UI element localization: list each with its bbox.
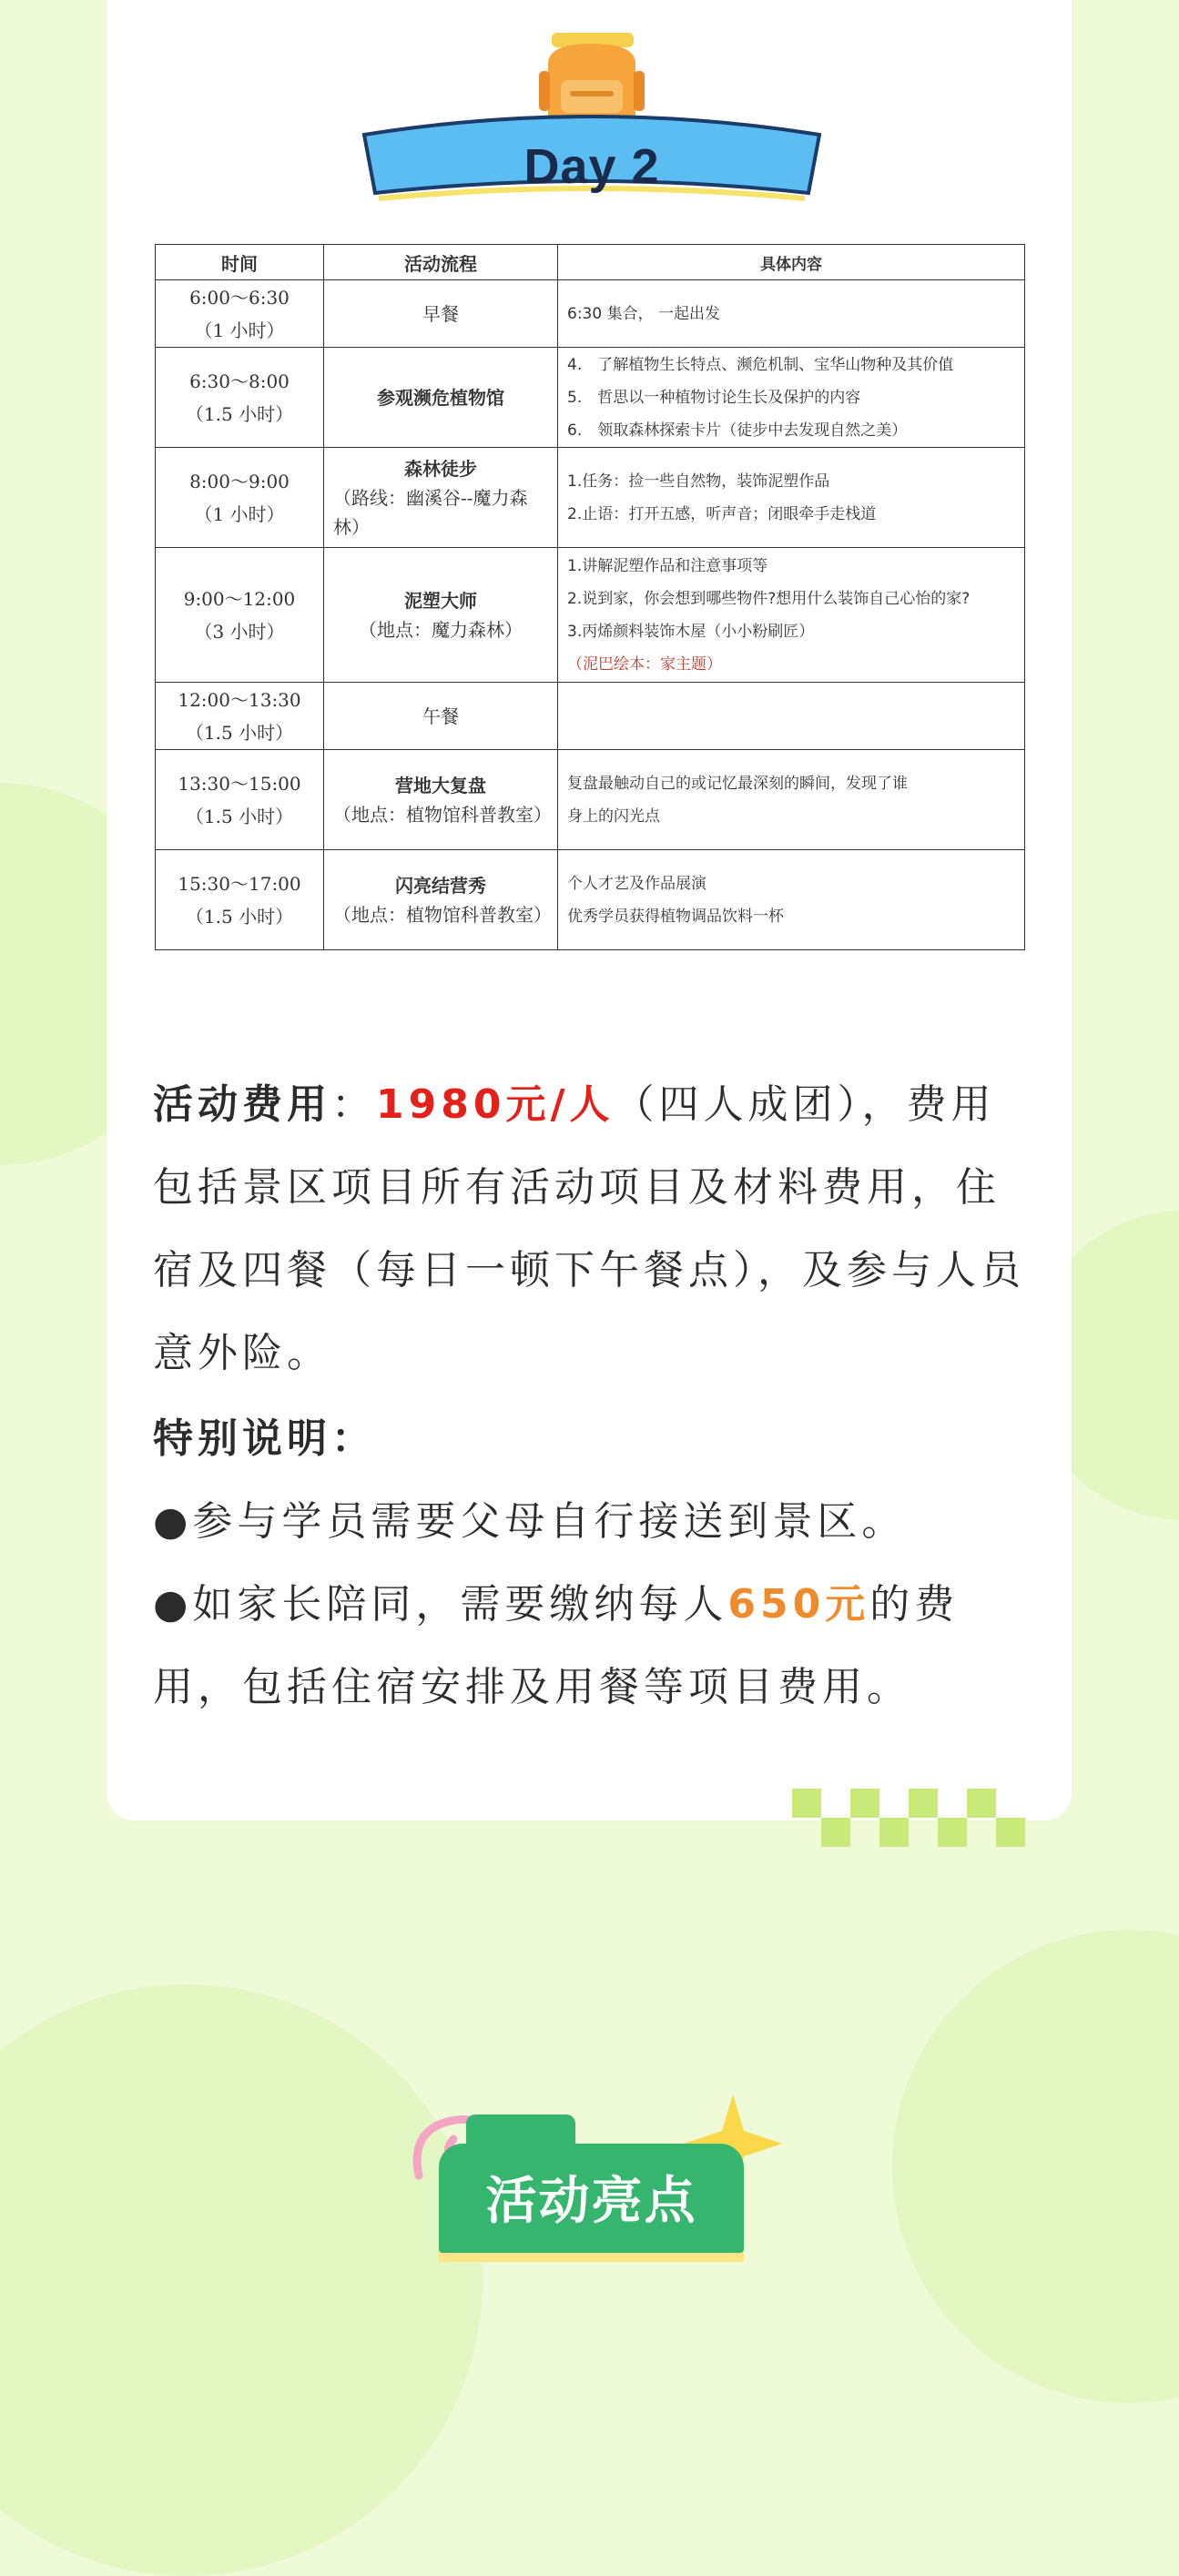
- activity-note: （地点：植物馆科普教室）: [333, 903, 552, 926]
- content-line: 4. 了解植物生长特点、濒危机制、宝华山物种及其价值: [567, 355, 954, 374]
- fee-price: 1980元/人: [376, 1081, 615, 1128]
- time-cell: [156, 683, 324, 750]
- day-label: Day 2: [523, 139, 660, 194]
- activity-title: 营地大复盘: [395, 774, 486, 796]
- duration: （1 小时）: [194, 502, 285, 525]
- fee-colon: ：: [331, 1081, 376, 1128]
- notes-section: [153, 1397, 1027, 1729]
- header-activity: 活动流程: [324, 245, 558, 280]
- time-cell: [156, 348, 324, 448]
- header-time: 时间: [156, 245, 324, 280]
- notes-bullet: ●参与学员需要父母自行接送到景区。: [153, 1498, 907, 1545]
- duration: （1.5 小时）: [185, 905, 294, 928]
- time-range: 6:30～8:00: [189, 370, 290, 392]
- activity-title: 早餐: [422, 302, 459, 325]
- content-line: 6. 领取森林探索卡片（徒步中去发现自然之美）: [567, 421, 908, 440]
- activity-title: 午餐: [422, 705, 459, 727]
- activity-note: （地点：植物馆科普教室）: [333, 803, 552, 826]
- time-cell: [156, 750, 324, 850]
- parent-fee-price: 650元: [727, 1581, 870, 1628]
- table-header-row: [156, 245, 1025, 280]
- activity-cell: [324, 448, 558, 548]
- table-row: [156, 548, 1025, 683]
- activity-cell: [324, 348, 558, 448]
- content-cell: [558, 448, 1025, 548]
- bg-decor-circle: [0, 1984, 483, 2576]
- content-line: 复盘最触动自己的或记忆最深刻的瞬间，发现了谁: [567, 774, 908, 793]
- time-range: 15:30～17:00: [178, 872, 301, 895]
- activity-cell: [324, 683, 558, 750]
- content-line: 3.丙烯颜料装饰木屋（小小粉刷匠）: [567, 622, 815, 641]
- time-range: 8:00～9:00: [189, 470, 290, 492]
- content-line: 1.任务：捡一些自然物，装饰泥塑作品: [567, 472, 830, 491]
- fee-description: （四人成团），费用包括景区项目所有活动项目及材料费用，住宿及四餐（每日一顿下午餐点），及参与人员意外险。: [153, 1081, 1025, 1376]
- activity-title: 参观濒危植物馆: [377, 386, 504, 409]
- time-range: 12:00～13:30: [178, 688, 301, 711]
- notes-title: 特别说明：: [153, 1415, 376, 1462]
- content-line: 1.讲解泥塑作品和注意事项等: [567, 556, 768, 575]
- content-line: 6:30 集合， 一起出发: [567, 304, 720, 323]
- content-cell: [558, 683, 1025, 750]
- section-title-badge: [439, 2144, 744, 2280]
- content-line: 身上的闪光点: [567, 806, 660, 826]
- activity-cell: [324, 850, 558, 950]
- checker-decoration: [792, 1789, 1029, 1849]
- time-cell: [156, 850, 324, 950]
- content-line: 个人才艺及作品展演: [567, 874, 706, 893]
- table-row: [156, 850, 1025, 950]
- duration: （3 小时）: [194, 620, 285, 643]
- duration: （1.5 小时）: [185, 721, 294, 744]
- schedule-table: [155, 244, 1025, 950]
- content-cell: [558, 280, 1025, 348]
- activity-cell: [324, 750, 558, 850]
- table-row: [156, 280, 1025, 348]
- time-range: 6:00～6:30: [189, 286, 290, 309]
- fee-paragraph: [153, 1063, 1027, 1394]
- table-row: [156, 448, 1025, 548]
- activity-title: 闪亮结营秀: [395, 874, 486, 897]
- time-cell: [156, 280, 324, 348]
- header-content: 具体内容: [558, 245, 1025, 280]
- notes-bullet: [153, 1563, 1027, 1729]
- time-range: 13:30～15:00: [178, 772, 301, 795]
- duration: （1.5 小时）: [185, 402, 294, 425]
- content-line: 2.说到家，你会想到哪些物件?想用什么装饰自己心怡的家?: [567, 589, 971, 608]
- content-cell: [558, 850, 1025, 950]
- table-row: [156, 750, 1025, 850]
- time-cell: [156, 548, 324, 683]
- bullet-prefix: ●如家长陪同，需要缴纳每人: [153, 1581, 728, 1628]
- backpack-icon: [539, 33, 645, 118]
- duration: （1 小时）: [194, 319, 285, 341]
- activity-cell: [324, 280, 558, 348]
- content-cell: [558, 548, 1025, 683]
- content-note: （泥巴绘本：家主题）: [567, 654, 722, 674]
- time-cell: [156, 448, 324, 548]
- activity-title: 森林徒步: [404, 457, 477, 480]
- activity-note: （路线：幽溪谷--魔力森林）: [333, 486, 528, 538]
- activity-cell: [324, 548, 558, 683]
- fee-label: 活动费用: [153, 1081, 331, 1128]
- bullet-suffix: 的费用，包括住宿安排及用餐等项目费用。: [153, 1581, 960, 1710]
- content-cell: [558, 348, 1025, 448]
- content-cell: [558, 750, 1025, 850]
- duration: （1.5 小时）: [185, 805, 294, 827]
- table-row: [156, 348, 1025, 448]
- time-range: 9:00～12:00: [183, 587, 296, 610]
- table-row: [156, 683, 1025, 750]
- activity-title: 泥塑大师: [404, 589, 477, 612]
- content-line: 优秀学员获得植物调品饮料一杯: [567, 907, 784, 926]
- content-line: 2.止语：打开五感，听声音；闭眼牵手走栈道: [567, 504, 877, 523]
- bg-decor-circle: [892, 1930, 1179, 2403]
- day-banner: [346, 27, 838, 209]
- section-title: 活动亮点: [439, 2144, 744, 2253]
- content-line: 5. 哲思以一种植物讨论生长及保护的内容: [567, 388, 861, 407]
- activity-note: （地点：魔力森林）: [359, 618, 523, 641]
